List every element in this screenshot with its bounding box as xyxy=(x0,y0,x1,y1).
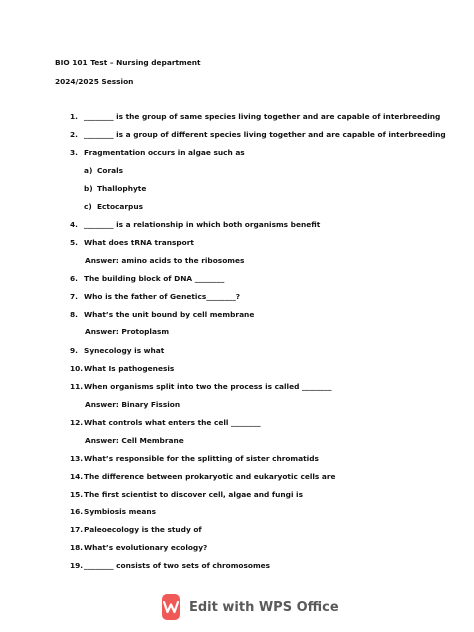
wps-logo-icon xyxy=(162,594,180,620)
question-number: 15. xyxy=(70,490,84,499)
question-number: 7. xyxy=(70,292,78,301)
question-number: 18. xyxy=(70,543,84,552)
question-number: 16. xyxy=(70,507,84,516)
option-text: Thallophyte xyxy=(97,184,147,193)
answer-text: Answer: Protoplasm xyxy=(85,327,170,336)
question-text: The first scientist to discover cell, algae and fungi is xyxy=(84,490,303,499)
question-text: ________ is a relationship in which both organisms benefit xyxy=(84,220,321,229)
question-number: 17. xyxy=(70,525,84,534)
question-number: 14. xyxy=(70,472,84,481)
answer-text: Answer: amino acids to the ribosomes xyxy=(85,256,245,265)
question-number: 13. xyxy=(70,454,84,463)
option-label: c) xyxy=(84,202,92,211)
question-text: When organisms split into two the process is called ________ xyxy=(84,382,332,391)
question-text: ________ is the group of same species living together and are capable of interbreeding xyxy=(84,112,441,121)
question-text: Who is the father of Genetics________? xyxy=(84,292,241,301)
question-text: Symbiosis means xyxy=(84,507,157,516)
edit-with-wps-office-banner[interactable] xyxy=(162,593,339,621)
answer-text: Answer: Binary Fission xyxy=(85,400,181,409)
question-number: 2. xyxy=(70,130,78,139)
question-text: What’s the unit bound by cell membrane xyxy=(84,310,255,319)
question-number: 19. xyxy=(70,561,84,570)
option-label: b) xyxy=(84,184,93,193)
question-text: What’s responsible for the splitting of sister chromatids xyxy=(84,454,319,463)
question-text: What controls what enters the cell ________ xyxy=(84,418,261,427)
question-number: 1. xyxy=(70,112,78,121)
question-text: What does tRNA transport xyxy=(84,238,194,247)
question-text: What’s evolutionary ecology? xyxy=(84,543,208,552)
answer-text: Answer: Cell Membrane xyxy=(85,436,184,445)
question-text: What Is pathogenesis xyxy=(84,364,175,373)
question-number: 9. xyxy=(70,346,78,355)
question-number: 10. xyxy=(70,364,84,373)
question-text: ________ consists of two sets of chromosomes xyxy=(84,561,271,570)
question-number: 11. xyxy=(70,382,84,391)
question-text: Paleoecology is the study of xyxy=(84,525,202,534)
question-text: Fragmentation occurs in algae such as xyxy=(84,148,245,157)
document-title: BIO 101 Test – Nursing department xyxy=(55,58,201,67)
question-number: 8. xyxy=(70,310,78,319)
question-number: 3. xyxy=(70,148,78,157)
question-number: 5. xyxy=(70,238,78,247)
question-number: 6. xyxy=(70,274,78,283)
option-text: Corals xyxy=(97,166,124,175)
question-text: The difference between prokaryotic and eukaryotic cells are xyxy=(84,472,336,481)
question-text: The building block of DNA ________ xyxy=(84,274,225,283)
option-label: a) xyxy=(84,166,93,175)
session-label: 2024/2025 Session xyxy=(55,77,134,86)
wps-label: Edit with WPS Office xyxy=(189,599,339,615)
question-text: Synecology is what xyxy=(84,346,165,355)
option-text: Ectocarpus xyxy=(97,202,144,211)
question-text: ________ is a group of different species living together and are capable of interbreeding xyxy=(84,130,446,139)
question-number: 12. xyxy=(70,418,84,427)
question-number: 4. xyxy=(70,220,78,229)
